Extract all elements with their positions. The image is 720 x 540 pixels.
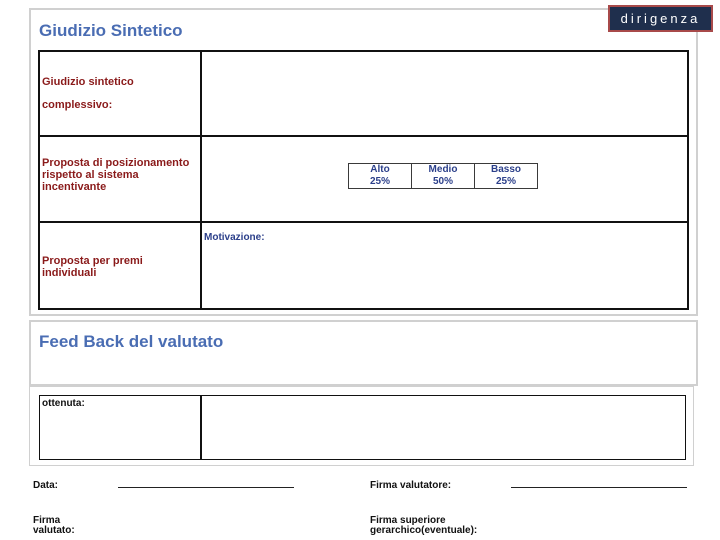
giudizio-sintetico-field[interactable] bbox=[203, 52, 687, 134]
firma-valutato-label: Firma valutato: bbox=[33, 515, 75, 536]
feedback-field[interactable] bbox=[203, 397, 684, 458]
ottenuta-label: ottenuta: bbox=[42, 398, 85, 409]
motivazione-label: Motivazione: bbox=[204, 232, 265, 243]
feedback-title: Feed Back del valutato bbox=[39, 332, 224, 351]
percent-value-alto: 25% bbox=[349, 176, 412, 189]
firma-valutatore-label: Firma valutatore: bbox=[370, 480, 452, 491]
dirigenza-badge: dirigenza bbox=[608, 5, 713, 32]
premi-individuali-label: Proposta per premi individuali bbox=[42, 255, 143, 279]
percent-header-basso: Basso bbox=[475, 164, 538, 177]
table-divider-vertical bbox=[200, 50, 202, 310]
percent-header-medio: Medio bbox=[412, 164, 475, 177]
data-label: Data: bbox=[33, 480, 59, 491]
feedback-divider bbox=[200, 395, 202, 460]
giudizio-sintetico-line2: complessivo: bbox=[42, 99, 113, 111]
giudizio-title: Giudizio Sintetico bbox=[39, 21, 183, 40]
percent-value-basso: 25% bbox=[475, 176, 538, 189]
giudizio-sintetico-label bbox=[42, 76, 192, 111]
percent-table bbox=[348, 163, 538, 189]
firma-superiore-label: Firma superiore gerarchico(eventuale): bbox=[370, 515, 478, 536]
percent-value-medio: 50% bbox=[412, 176, 475, 189]
percent-table-value-row bbox=[349, 176, 538, 189]
giudizio-sintetico-line1: Giudizio sintetico bbox=[42, 76, 134, 88]
feedback-panel bbox=[29, 320, 698, 386]
table-divider-row-1 bbox=[38, 135, 689, 137]
percent-table-header-row bbox=[349, 164, 538, 177]
percent-header-alto: Alto bbox=[349, 164, 412, 177]
proposta-posizionamento-label: Proposta di posizionamento rispetto al sistema incentivante bbox=[42, 157, 190, 193]
data-signature-line[interactable] bbox=[118, 487, 294, 488]
motivazione-field[interactable] bbox=[203, 245, 687, 308]
table-divider-row-2 bbox=[38, 221, 689, 223]
firma-valutatore-line[interactable] bbox=[511, 487, 687, 488]
